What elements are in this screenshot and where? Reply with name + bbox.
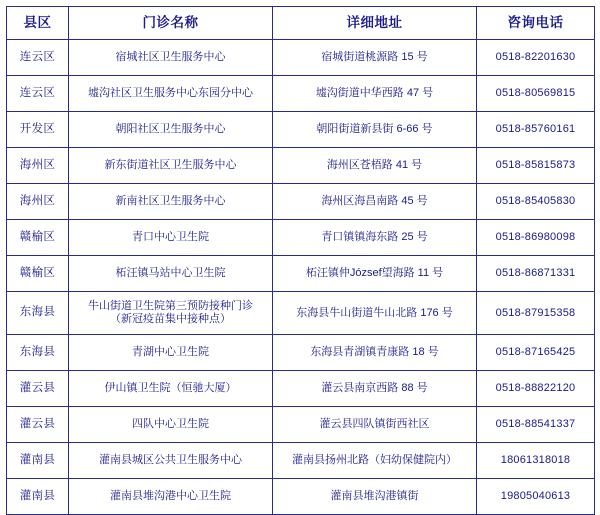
cell-address: 东海县青湖镇青康路 18 号: [273, 335, 477, 371]
cell-address: 海州区海昌南路 45 号: [273, 184, 477, 220]
cell-address: 青口镇镇海东路 25 号: [273, 220, 477, 256]
cell-district: 东海县: [7, 335, 69, 371]
cell-phone: 0518-85760161: [477, 112, 595, 148]
table-row: [7, 335, 595, 371]
cell-district: 海州区: [7, 184, 69, 220]
cell-address: 灌南县堆沟港镇街: [273, 479, 477, 515]
cell-clinic-name: 墟沟社区卫生服务中心东园分中心: [69, 76, 273, 112]
table-row: [7, 292, 595, 335]
cell-district: 灌云县: [7, 371, 69, 407]
cell-clinic-name: 青湖中心卫生院: [69, 335, 273, 371]
table-row: [7, 407, 595, 443]
table-row: [7, 148, 595, 184]
cell-phone: 0518-88541337: [477, 407, 595, 443]
table-row: [7, 220, 595, 256]
cell-phone: 0518-85815873: [477, 148, 595, 184]
column-header-phone: 咨询电话: [477, 7, 595, 40]
table-row: [7, 256, 595, 292]
cell-clinic-name: 伊山镇卫生院（恒驰大厦）: [69, 371, 273, 407]
cell-clinic-name: 柘汪镇马站中心卫生院: [69, 256, 273, 292]
cell-district: 连云区: [7, 40, 69, 76]
cell-clinic-name: 灌南县堆沟港中心卫生院: [69, 479, 273, 515]
column-header-district: 县区: [7, 7, 69, 40]
cell-phone: 0518-87915358: [477, 292, 595, 335]
clinic-name-main: 牛山街道卫生院第三预防接种门诊: [88, 300, 253, 313]
cell-clinic-name: 新南社区卫生服务中心: [69, 184, 273, 220]
table-header-row: [7, 7, 595, 40]
cell-clinic-name: [69, 292, 273, 335]
cell-address: 海州区苍梧路 41 号: [273, 148, 477, 184]
cell-phone: 18061318018: [477, 443, 595, 479]
cell-address: 墟沟街道中华西路 47 号: [273, 76, 477, 112]
clinic-name-note: （新冠疫苗集中接种点）: [110, 313, 231, 325]
cell-phone: 19805040613: [477, 479, 595, 515]
cell-district: 灌云县: [7, 407, 69, 443]
cell-district: 灌南县: [7, 443, 69, 479]
cell-phone: 0518-86980098: [477, 220, 595, 256]
clinic-table: [6, 6, 595, 515]
cell-address: 朝阳街道新县街 6-66 号: [273, 112, 477, 148]
cell-phone: 0518-88822120: [477, 371, 595, 407]
cell-district: 连云区: [7, 76, 69, 112]
cell-address: 东海县牛山街道牛山北路 176 号: [273, 292, 477, 335]
table-body: [7, 40, 595, 515]
cell-district: 东海县: [7, 292, 69, 335]
cell-phone: 0518-86871331: [477, 256, 595, 292]
column-header-clinic-name: 门诊名称: [69, 7, 273, 40]
cell-clinic-name: 青口中心卫生院: [69, 220, 273, 256]
cell-address: 宿城街道桃源路 15 号: [273, 40, 477, 76]
cell-address: 柘汪镇仲József望海路 11 号: [273, 256, 477, 292]
table-row: [7, 112, 595, 148]
cell-phone: 0518-85405830: [477, 184, 595, 220]
cell-phone: 0518-87165425: [477, 335, 595, 371]
cell-clinic-name: 宿城社区卫生服务中心: [69, 40, 273, 76]
cell-phone: 0518-82201630: [477, 40, 595, 76]
table-row: [7, 184, 595, 220]
table-header: [7, 7, 595, 40]
table-row: [7, 40, 595, 76]
table-row: [7, 371, 595, 407]
column-header-address: 详细地址: [273, 7, 477, 40]
cell-address: 灌南县扬州北路（妇幼保健院内）: [273, 443, 477, 479]
cell-clinic-name: 新东街道社区卫生服务中心: [69, 148, 273, 184]
cell-district: 海州区: [7, 148, 69, 184]
cell-address: 灌云县四队镇街西社区: [273, 407, 477, 443]
cell-district: 赣榆区: [7, 220, 69, 256]
cell-address: 灌云县南京西路 88 号: [273, 371, 477, 407]
cell-phone: 0518-80569815: [477, 76, 595, 112]
table-row: [7, 443, 595, 479]
table-row: [7, 479, 595, 515]
cell-district: 赣榆区: [7, 256, 69, 292]
clinic-list-sheet: [0, 6, 600, 503]
cell-clinic-name: 四队中心卫生院: [69, 407, 273, 443]
cell-district: 开发区: [7, 112, 69, 148]
cell-clinic-name: 灌南县城区公共卫生服务中心: [69, 443, 273, 479]
cell-district: 灌南县: [7, 479, 69, 515]
cell-clinic-name: 朝阳社区卫生服务中心: [69, 112, 273, 148]
table-row: [7, 76, 595, 112]
